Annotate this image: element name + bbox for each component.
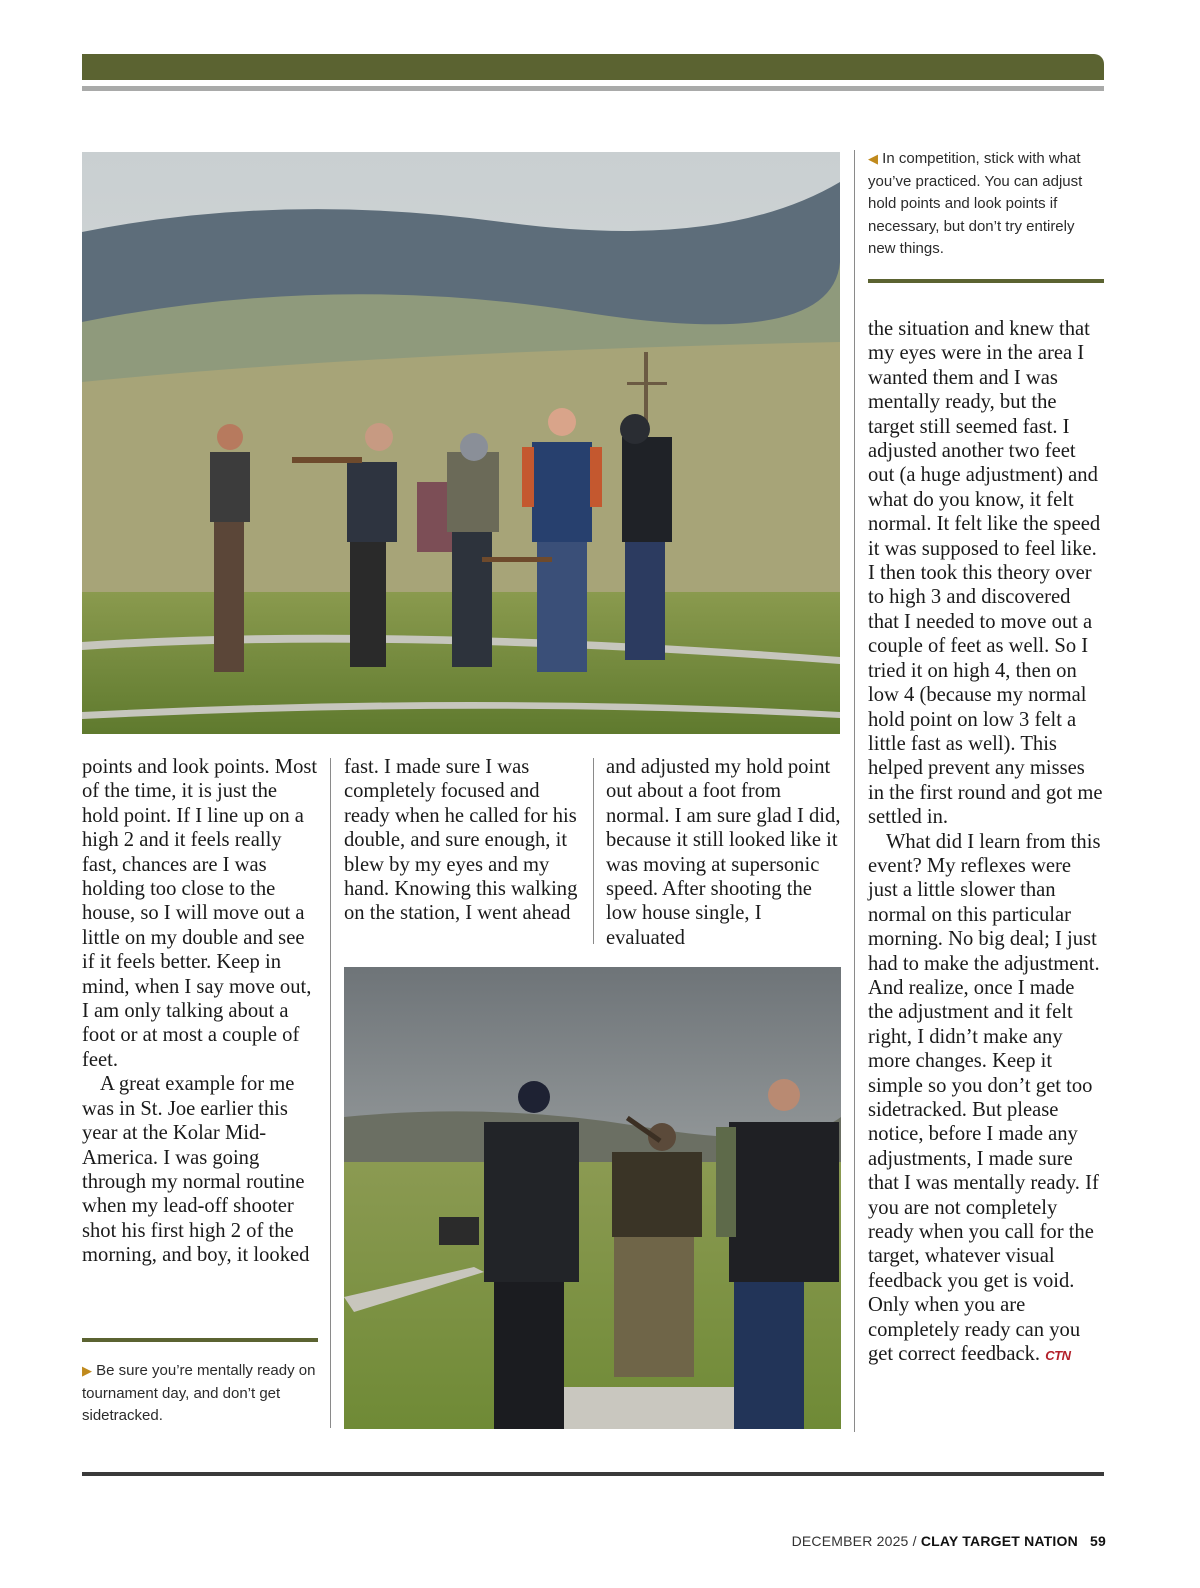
- paragraph: A great example for me was in St. Joe earlier this year at the Kolar Mid-America. I was going through my normal routine when my lead-off shooter shot his first high 2 of the morning, and boy, it looked: [82, 1073, 310, 1267]
- column-rule-right: [854, 150, 855, 1432]
- paragraph: fast. I made sure I was completely focused and ready when he called for his double, and sure enough, it blew by my eyes and my hand. Knowing this walking on the station, I went ahead: [344, 756, 578, 925]
- photo-shooter-station: [344, 967, 841, 1429]
- paragraph: the situation and knew that my eyes were in the area I wanted them and I was mentally ready, but the target still seemed fast. I adjusted another two feet out (a huge adjustment) and what do you know, it felt normal. It felt like the speed it was supposed to feel like. I then took this theory over to high 3 and discovered that I needed to move out a couple of feet as well. So I tried it on high 4, then on low 4 (because my normal hold point on low 3 felt a little fast as well). This helped prevent any misses in the first round and got me settled in.: [868, 318, 1103, 829]
- header-rule: [82, 86, 1104, 91]
- page-footer: [792, 1533, 1106, 1549]
- footer-date: DECEMBER 2025 /: [791, 1533, 917, 1549]
- caption-mentally-ready: ▶ Be sure you’re mentally ready on tournament day, and don’t get sidetracked.: [82, 1362, 316, 1424]
- body-column-4: [868, 317, 1104, 1368]
- body-column-3: [606, 755, 842, 950]
- page-number: 59: [1090, 1533, 1106, 1549]
- paragraph: points and look points. Most of the time, it is just the hold point. If I line up on a high 2 and it feels really fast, chances are I was holding too close to the house, so I will move out a little on my double and see if it feels better. Keep in mind, when I say move out, I am only talking about a foot or at most a couple of feet.: [82, 756, 318, 1071]
- column-rule-2: [593, 758, 594, 944]
- footer-rule: [82, 1472, 1104, 1476]
- header-bar: [82, 54, 1104, 80]
- caption-rule-top: [868, 279, 1104, 283]
- ctn-end-mark: CTN: [1045, 1348, 1071, 1364]
- paragraph: [868, 830, 1104, 1369]
- right-triangle-icon: ▶: [82, 1363, 92, 1378]
- paragraph-text: What did I learn from this event? My reflexes were just a little slower than normal on this particular morning. No big deal; I just had to make the adjustment. And realize, once I made the adjustment and it felt right, I didn’t make any more changes. Keep it simple so you don’t get too sidetracked. But please notice, before I made any adjustments, I made sure that I was mentally ready. If you are not completely ready when you call for the target, whatever visual feedback you get is void. Only when you are completely ready can you get correct feedback.: [868, 830, 1101, 1366]
- paragraph: and adjusted my hold point out about a foot from normal. I am sure glad I did, because it still looked like it was moving at supersonic speed. After shooting the low house single, I evaluated: [606, 756, 841, 949]
- photo-shooters-group: [82, 152, 840, 734]
- caption-competition: ◀ In competition, stick with what you’ve practiced. You can adjust hold points and look points if necessary, but don’t try entirely new things.: [868, 150, 1083, 257]
- caption-rule-bottom: [82, 1338, 318, 1342]
- footer-magazine: CLAY TARGET NATION: [920, 1533, 1078, 1549]
- left-triangle-icon: ◀: [868, 151, 878, 166]
- body-column-1: [82, 755, 318, 1268]
- column-rule-1: [330, 758, 331, 1428]
- body-column-2: [344, 755, 584, 926]
